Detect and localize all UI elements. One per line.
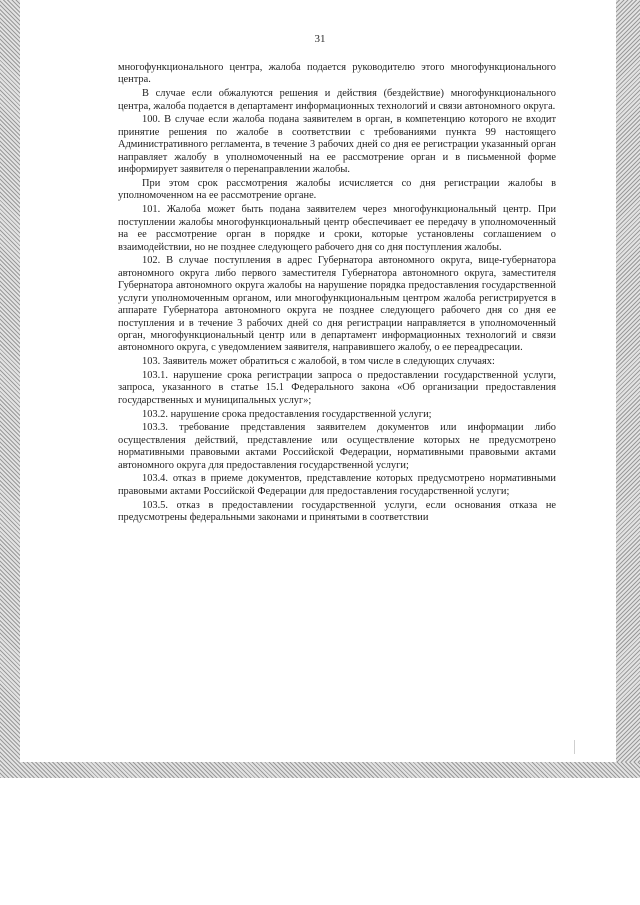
page-number: 31 <box>314 33 326 45</box>
paragraph: 103.5. отказ в предоставлении государственной услуги, если основания отказа не предусмотрены федеральными законами и принятыми в соответствии <box>118 499 556 524</box>
scan-border-right <box>616 0 640 778</box>
paragraph: многофункционального центра, жалоба подается руководителю этого многофункционального центра. <box>118 62 556 86</box>
scan-artifact-mark <box>574 740 575 754</box>
document-body <box>118 62 556 526</box>
paragraph: В случае если обжалуются решения и действия (бездействие) многофункционального центра, жалоба подается в департамент информационных технологий и связи автономного округа. <box>118 88 556 112</box>
paragraph: 103.3. требование представления заявителем документов или информации либо осуществления действий, представление или осуществление которых не предусмотрено нормативными правовыми актами Российской Федерации, нормативными правовыми актами автономного округа для предоставления государственной услуги; <box>118 422 556 471</box>
scan-border-bottom <box>0 762 640 778</box>
paragraph: 103.2. нарушение срока предоставления государственной услуги; <box>142 408 432 420</box>
paragraph: При этом срок рассмотрения жалобы исчисляется со дня регистрации жалобы в уполномоченном на ее рассмотрение органе. <box>118 177 556 202</box>
paragraph: 103.1. нарушение срока регистрации запроса о предоставлении государственной услуги, запроса, указанного в статье 15.1 Федерального закона «Об организации предоставления государственных и муниципальных услуг»; <box>118 369 556 406</box>
paragraph: 100. В случае если жалоба подана заявителем в орган, в компетенцию которого не входит принятие решения по жалобе в соответствии с требованиями пункта 99 настоящего Административного регламента, в течение 3 рабочих дней со дня ее регистрации указанный орган направляет жалобу в уполномоченный на ее рассмотрение орган и в письменной форме информирует заявителя о перенаправлении жалобы. <box>118 114 556 176</box>
paragraph: 101. Жалоба может быть подана заявителем через многофункциональный центр. При поступлении жалобы многофункциональный центр обеспечивает ее передачу в уполномоченный на ее рассмотрение орган в порядке и сроки, которые установлены соглашением о взаимодействии, но не позднее следующего рабочего дня со дня поступления жалобы. <box>118 204 556 253</box>
paragraph: 103.4. отказ в приеме документов, представление которых предусмотрено нормативными правовыми актами Российской Федерации для предоставления государственной услуги; <box>118 473 556 497</box>
scan-border-left <box>0 0 20 778</box>
paragraph: 103. Заявитель может обратиться с жалобой, в том числе в следующих случаях: <box>142 356 495 368</box>
paragraph: 102. В случае поступления в адрес Губернатора автономного округа, вице-губернатора автономного округа либо первого заместителя Губернатора автономного округа, заместителя Губернатора автономного округа жалобы на нарушение порядка предоставления государственной услуги уполномоченным органом, или многофункциональным центром жалоба регистрируется в аппарате Губернатора автономного округа не позднее следующего рабочего дня со дня ее поступления и в течение 3 рабочих дней со дня регистрации направляется в уполномоченный орган, многофункциональный центр или в департамент информационных технологий и связи автономного округа, с уведомлением заявителя, направившего жалобу, о ее переадресации. <box>118 255 556 354</box>
